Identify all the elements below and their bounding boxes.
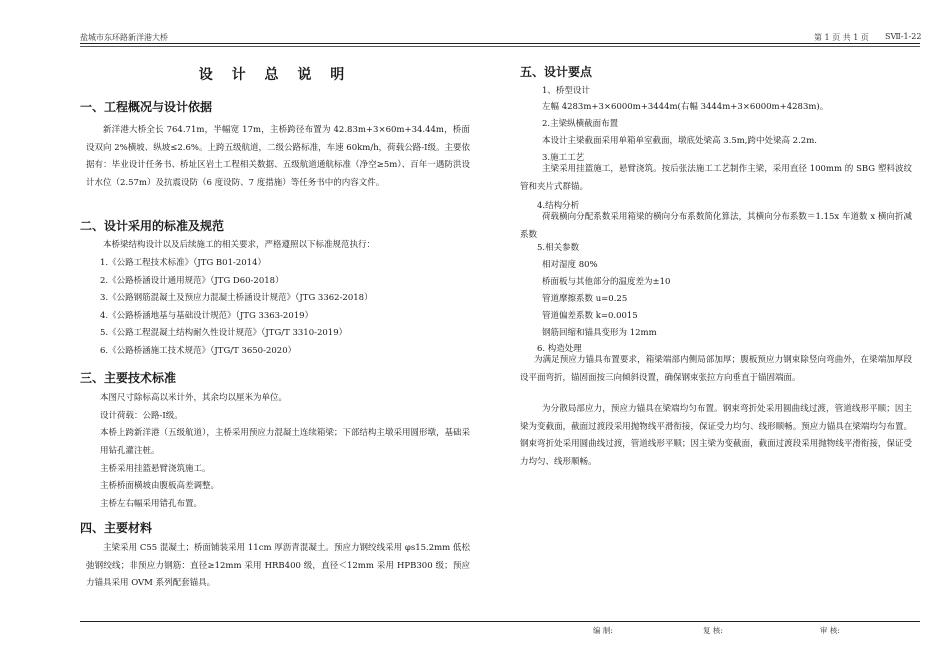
design-point-line: 4.结构分析 bbox=[537, 201, 580, 211]
project-name: 盐城市东环路新洋港大桥 bbox=[80, 33, 168, 42]
reviewer-label: 复 核: bbox=[703, 626, 723, 635]
section-3-text: 本桥上跨新洋港（五级航道），主桥采用预应力混凝土连续箱梁；下部结构主墩采用圆形墩，基础采用钻孔灌注桩。 bbox=[100, 428, 470, 456]
section-3-line: 本图尺寸除标高以米计外，其余均以厘米为单位。 bbox=[100, 393, 288, 403]
section-3-line: 主桥桥面横坡由腹板高差调整。 bbox=[100, 481, 220, 491]
section-1-text: 新洋港大桥全长 764.71m，半幅宽 17m，主桥跨径布置为 42.83m+3×60m+34.44m，桥面设双向 2%横坡、纵坡≤2.6%。上跨五级航道，二级公路标准，车速 60km/h，荷载公路-Ⅰ级。主要依据有：毕业设计任务书、桥址区岩土工程相关数据、五级航道通航标准（净空≥5m）、百年一遇防洪设计水位（2.57m）及抗震设防（6 度设防、7 度措施）等任务书中的内容文件。 bbox=[86, 125, 470, 188]
design-point-line: 左幅 4283m+3×6000m+3444m(右幅 3444m+3×6000m+4283m)。 bbox=[542, 102, 829, 112]
design-point-line: 3.施工工艺 bbox=[542, 153, 585, 163]
design-point-text: 为满足预应力锚具布置要求，箱梁端部内侧局部加厚；腹板预应力钢束除竖向弯曲外，在梁端加厚段设平面弯折，锚固面按三向倾斜设置，确保钢束张拉方向垂直于锚固端面。 bbox=[520, 355, 912, 383]
section-5-heading: 五、设计要点 bbox=[520, 65, 593, 79]
design-point-line: 5.相关参数 bbox=[537, 243, 580, 253]
standard-item: 4.《公路桥涵地基与基础设计规范》（JTG 3363-2019） bbox=[100, 311, 314, 321]
design-point-text: 主梁采用挂篮施工，悬臂浇筑。按后张法施工工艺制作主梁，采用直径 100mm 的 SBG 塑料波纹管和夹片式群锚。 bbox=[520, 164, 912, 192]
standard-item: 2.《公路桥涵设计通用规范》（JTG D60-2018） bbox=[100, 276, 284, 286]
design-point-line: 本设计主梁截面采用单箱单室截面，墩底处梁高 3.5m,跨中处梁高 2.2m. bbox=[542, 136, 817, 146]
design-point-line: 1、桥型设计 bbox=[542, 86, 590, 96]
standard-item: 6.《公路桥涵施工技术规范》（JTG/T 3650-2020） bbox=[100, 346, 297, 356]
section-3-line: 主桥采用挂篮悬臂浇筑施工。 bbox=[100, 464, 211, 474]
header-rule bbox=[80, 43, 920, 44]
section-3-line: 主桥左右幅采用错孔布置。 bbox=[100, 499, 203, 509]
standard-item: 3.《公路钢筋混凝土及预应力混凝土桥涵设计规范》（JTG 3362-2018） bbox=[100, 293, 373, 303]
drawing-number: SⅦ-1-22 bbox=[885, 32, 922, 41]
parameter-line: 钢筋回缩和锚具变形为 12mm bbox=[542, 328, 657, 338]
design-point-text: 为分散局部应力，预应力锚具在梁端均匀布置。钢束弯折处采用圆曲线过渡，管道线形平顺；因主梁为变截面，截面过渡段采用抛物线平滑衔接，保证受力均匀、线形顺畅。预应力锚具在梁端均匀布置。钢束弯折处采用圆曲线过渡，管道线形平顺；因主梁为变截面，截面过渡段采用抛物线平滑衔接，保证受力均匀、线形顺畅。 bbox=[520, 404, 912, 467]
section-2-heading: 二、设计采用的标准及规范 bbox=[80, 219, 225, 233]
parameter-line: 管道摩擦系数 u=0.25 bbox=[542, 294, 628, 304]
header-rule-thin bbox=[80, 46, 920, 47]
page-info: 第 1 页 共 1 页 bbox=[814, 33, 869, 42]
standard-item: 5.《公路工程混凝土结构耐久性设计规范》（JTG/T 3310-2019） bbox=[100, 328, 348, 338]
section-2-intro: 本桥梁结构设计以及后续施工的相关要求，严格遵照以下标准规范执行： bbox=[103, 240, 376, 250]
design-point-line: 6. 构造处理 bbox=[537, 344, 582, 354]
section-3-heading: 三、主要技术标准 bbox=[80, 371, 177, 385]
section-1-heading: 一、工程概况与设计依据 bbox=[80, 100, 213, 114]
parameter-line: 管道偏差系数 k=0.0015 bbox=[542, 311, 638, 321]
parameter-line: 相对湿度 80% bbox=[542, 260, 598, 270]
design-point-text: 荷载横向分配系数采用箱梁的横向分布系数简化算法，其横向分布系数＝1.15x 车道数 x 横向折减系数 bbox=[520, 212, 912, 240]
approver-label: 审 核: bbox=[820, 626, 840, 635]
drafter-label: 编 制: bbox=[593, 626, 613, 635]
footer-rule bbox=[80, 621, 920, 622]
document-title: 设 计 总 说 明 bbox=[198, 67, 352, 83]
design-point-line: 2.主梁纵横截面布置 bbox=[542, 119, 619, 129]
standard-item: 1.《公路工程技术标准》（JTG B01-2014） bbox=[100, 258, 266, 268]
section-4-text: 主梁采用 C55 混凝土；桥面铺装采用 11cm 厚沥青混凝土。预应力钢绞线采用 φs15.2mm 低松弛钢绞线；非预应力钢筋：直径≥12mm 采用 HRB400 级，直径＜12mm 采用 HPB300 级；预应力锚具采用 OVM 系列配套锚具。 bbox=[86, 543, 470, 589]
section-3-line: 设计荷载：公路-Ⅰ级。 bbox=[100, 411, 183, 421]
section-4-heading: 四、主要材料 bbox=[80, 521, 153, 535]
parameter-line: 桥面板与其他部分的温度差为±10 bbox=[542, 277, 671, 287]
